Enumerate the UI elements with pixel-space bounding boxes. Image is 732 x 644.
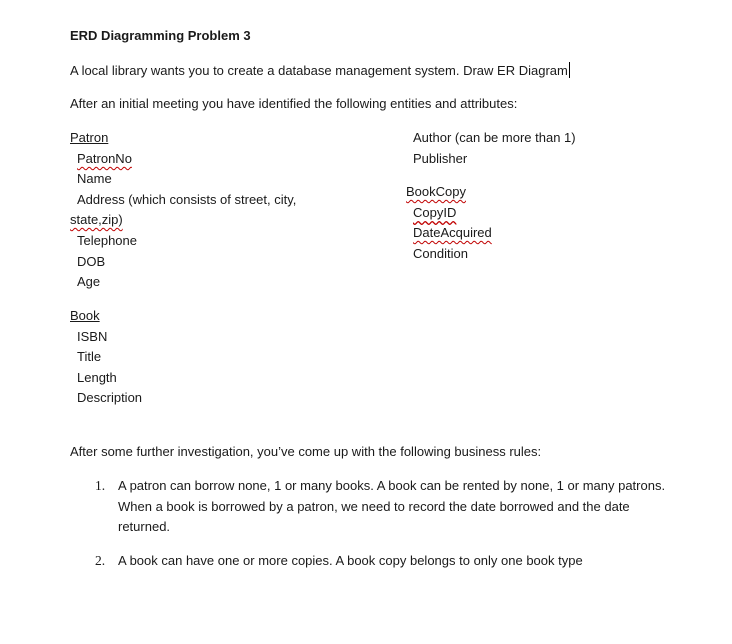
text-cursor: [569, 62, 570, 78]
patron-attr: Name: [77, 171, 112, 186]
book-attr: Title: [77, 349, 102, 364]
book-entity-heading: Book: [70, 308, 100, 323]
patron-attr: Telephone: [77, 233, 137, 248]
book-attr-right: Author (can be more than 1): [413, 130, 576, 145]
patron-attr: state,zip): [70, 212, 123, 227]
rule-line: When a book is borrowed by a patron, we need to record the date borrowed and the date: [118, 499, 630, 514]
book-attr-right: Publisher: [413, 151, 468, 166]
rule-line: returned.: [118, 519, 171, 534]
bookcopy-attr: CopyID: [413, 205, 457, 220]
intro-paragraph: [70, 62, 570, 79]
patron-attr: PatronNo: [77, 151, 132, 166]
bookcopy-attr: DateAcquired: [413, 225, 492, 240]
patron-attr: Age: [77, 274, 101, 289]
book-attr: Description: [77, 390, 143, 405]
intro-text: A local library wants you to create a database management system. Draw ER Diagram: [70, 63, 568, 78]
rule-line: A book can have one or more copies. A book copy belongs to only one book type: [118, 553, 583, 568]
patron-attr: DOB: [77, 254, 106, 269]
patron-entity-heading: Patron: [70, 130, 109, 145]
patron-attr: Address (which consists of street, city,: [77, 192, 297, 207]
book-attr: Length: [77, 370, 117, 385]
book-attr: ISBN: [77, 329, 108, 344]
bookcopy-attr: Condition: [413, 246, 468, 261]
entities-intro: After an initial meeting you have identified the following entities and attributes:: [70, 96, 518, 111]
rules-intro: After some further investigation, you’ve come up with the following business rules:: [70, 444, 542, 459]
doc-title: ERD Diagramming Problem 3: [70, 28, 251, 43]
rule-number: 2.: [95, 553, 106, 568]
rule-number: 1.: [95, 478, 106, 493]
rule-line: A patron can borrow none, 1 or many books. A book can be rented by none, 1 or many patrons.: [118, 478, 666, 493]
bookcopy-entity-heading: BookCopy: [406, 184, 466, 199]
